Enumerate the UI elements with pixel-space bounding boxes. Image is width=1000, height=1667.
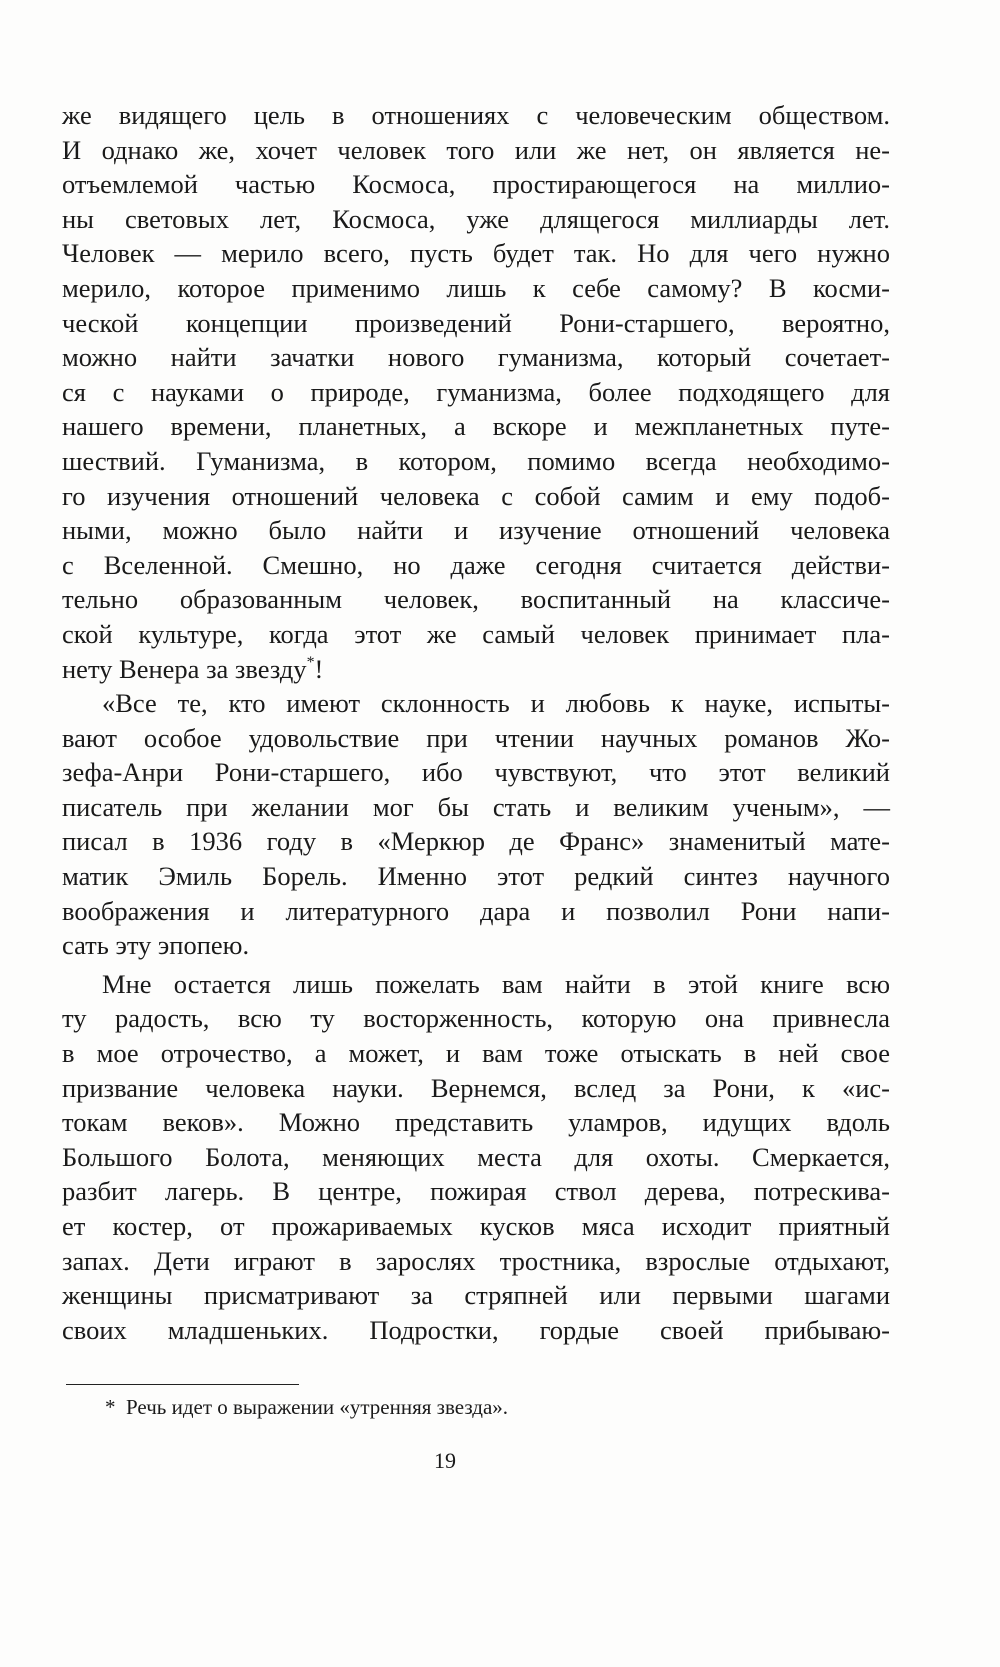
text-line: с Вселенной. Смешно, но даже сегодня считается действи- [62, 549, 890, 580]
body-text [62, 98, 890, 1347]
text-line: токам веков». Можно представить уламров, идущих вдоль [62, 1107, 890, 1138]
text-line: тельно образованным человек, воспитанный на классиче- [62, 584, 890, 615]
text-line: ской культуре, когда этот же самый человек принимает пла- [62, 618, 890, 649]
footnote-divider [66, 1384, 299, 1385]
text-line: можно найти зачатки нового гуманизма, который сочетает- [62, 342, 890, 373]
text-line: «Все те, кто имеют склонность и любовь к науке, испыты- [102, 688, 890, 719]
text-line: мерило, которое применимо лишь к себе самому? В косми- [62, 272, 890, 303]
text-line: ет костер, от прожариваемых кусков мяса исходит приятный [62, 1211, 890, 1241]
text-line: женщины присматривают за стряпней или первыми шагами [62, 1280, 890, 1311]
text-line [62, 652, 890, 687]
text-line: воображения и литературного дара и позволил Рони напи- [62, 895, 890, 926]
text-line: отъемлемой частью Космоса, простирающегося на миллио- [62, 169, 890, 200]
text-line: матик Эмиль Борель. Именно этот редкий синтез научного [62, 861, 890, 892]
text-line: ными, можно было найти и изучение отношений человека [62, 515, 890, 546]
text-line: вают особое удовольствие при чтении научных романов Жо- [62, 722, 890, 753]
text-line: го изучения отношений человека с собой самим и ему подоб- [62, 480, 890, 511]
text-line: Большого Болота, меняющих места для охоты. Смеркается, [62, 1141, 890, 1172]
text-line: сать эту эпопею. [62, 930, 250, 961]
text-line: ны световых лет, Космоса, уже длящегося миллиарды лет. [62, 203, 890, 234]
text-line: зефа-Анри Рони-старшего, ибо чувствуют, что этот великий [62, 757, 890, 788]
page-number: 19 [434, 1448, 456, 1473]
text-line: призвание человека науки. Вернемся, вслед за Рони, к «ис- [62, 1072, 890, 1103]
text-line: запах. Дети играют в зарослях тростника, взрослые отдыхают, [62, 1245, 890, 1276]
footnote-reference[interactable]: * [306, 653, 315, 671]
footnote [105, 1395, 508, 1420]
text-line: Мне остается лишь пожелать вам найти в этой книге всю [102, 968, 890, 999]
text-line: И однако же, хочет человек того или же нет, он является не- [62, 134, 890, 165]
text-line: писал в 1936 году в «Меркюр де Франс» знаменитый мате- [62, 826, 890, 857]
text-line: же видящего цель в отношениях с человеческим обществом. [62, 100, 890, 130]
text-line: ческой концепции произведений Рони-старшего, вероятно, [62, 307, 890, 338]
footnote-marker: * [105, 1395, 116, 1419]
text-fragment: нету Венера за звезду [62, 653, 307, 684]
text-line: ся с науками о природе, гуманизма, более подходящего для [62, 376, 890, 407]
text-line: шествий. Гуманизма, в котором, помимо всегда необходимо- [62, 445, 890, 476]
text-line: Человек — мерило всего, пусть будет так. Но для чего нужно [62, 238, 890, 269]
text-line: писатель при желании мог бы стать и великим ученым», — [62, 791, 890, 822]
text-line: нашего времени, планетных, а вскоре и межпланетных путе- [62, 411, 890, 442]
text-line: в мое отрочество, а может, и вам тоже отыскать в ней свое [62, 1038, 890, 1069]
footnote-text: Речь идет о выражении «утренняя звезда». [126, 1395, 509, 1419]
text-line: ту радость, всю ту восторженность, которую она привнесла [62, 1003, 890, 1034]
text-line: разбит лагерь. В центре, пожирая ствол дерева, потрескива- [62, 1176, 890, 1207]
text-fragment: ! [314, 653, 324, 684]
text-line: своих младшеньких. Подростки, гордые своей прибываю- [62, 1314, 890, 1345]
